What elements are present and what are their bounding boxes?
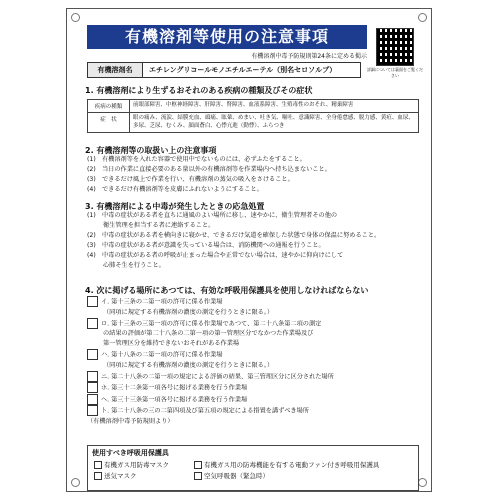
list-item bbox=[87, 349, 417, 361]
table-value: 眼の痛み、流涙、結膜充血、頭痛、眩暈、めまい、吐き気、嘔吐、意識障害、全身倦怠感、脱力感、黄疸、血尿、多尿、乏尿、むくみ、顔面蒼白、心悸亢進（動悸）、ふらつき bbox=[133, 115, 414, 129]
list-item-text: ニ. 第二十八条の二第一項の規定による評価の結果、第三管理区分に区分された場所 bbox=[101, 373, 334, 380]
list-item: （同項に規定する有機溶剤の濃度の測定を行うときに限る。） bbox=[103, 361, 274, 369]
checkbox[interactable] bbox=[194, 472, 202, 480]
list-item: 衛生管理を担当する者に連絡すること。 bbox=[103, 222, 215, 229]
option-label: 有機ガス用防毒マスク bbox=[104, 461, 169, 469]
section-2-heading: 2. 有機溶剤等の取扱い上の注意事項 bbox=[85, 146, 217, 155]
notice-board bbox=[66, 8, 432, 492]
list-item: の結果の評価が第二十八条の二第一項の第一管理区分でなかつた作業場及び bbox=[103, 330, 314, 337]
list-item-text: ロ. 第十三条の三第一項の許可に係る作業場であつて、第二十八条第二項の測定 bbox=[101, 320, 322, 327]
table-key: 症 状 bbox=[88, 113, 130, 132]
section-2-list bbox=[87, 155, 417, 195]
section-1-heading: 1. 有機溶剤により生ずるおそれのある疾病の種類及びその症状 bbox=[85, 86, 313, 95]
qr-caption: 詳細については裏面をご覧ください bbox=[367, 67, 423, 78]
checkbox[interactable] bbox=[87, 318, 98, 329]
mount-hole bbox=[418, 478, 427, 487]
list-item-text: ヘ. 第三十三条第一項各号に掲げる業務を行う作業場 bbox=[101, 396, 248, 403]
list-item: （同項に規定する有機溶剤の濃度の測定を行うときに限る。） bbox=[103, 308, 274, 316]
protect-heading: 使用すべき呼吸用保護具 bbox=[92, 449, 169, 457]
qr-code-icon[interactable] bbox=[376, 28, 414, 66]
checkbox[interactable] bbox=[87, 382, 98, 393]
list-item: (1) 有機溶剤等を入れた容器で使用中でないものには、必ずふたをすること。 bbox=[87, 156, 306, 163]
list-item-text: ホ. 第三十二条第一項各号に掲げる業務を行う作業場 bbox=[101, 384, 248, 392]
list-item bbox=[87, 371, 417, 383]
list-item: (1) 中毒の症状がある者を直ちに通風のよい場所に移し、速やかに、衛生管理者その他の bbox=[87, 212, 338, 219]
list-item bbox=[87, 405, 417, 417]
table-row bbox=[88, 113, 418, 132]
mount-hole bbox=[71, 478, 80, 487]
list-item: (4) 中毒の症状がある者の呼吸が止まった場合や正常でない場合は、速やかに仰向けにして bbox=[87, 252, 344, 259]
list-item-text: ト. 第二十八条の三の二第四項及び第五項の規定による措置を講ずべき場所 bbox=[101, 407, 309, 415]
table-row bbox=[88, 100, 418, 113]
checkbox[interactable] bbox=[87, 349, 98, 360]
list-item-text: イ. 第十三条の二第一項の許可に係る作業場 bbox=[101, 298, 223, 306]
subtitle: 有機溶剤中毒予防規則第24条に定める掲示 bbox=[251, 53, 367, 60]
protect-options bbox=[88, 460, 418, 480]
protect-option[interactable] bbox=[94, 471, 194, 480]
section-4-list bbox=[87, 296, 417, 427]
checkbox[interactable] bbox=[87, 296, 98, 307]
section-3-heading: 3. 有機溶剤による中毒が発生したときの応急処置 bbox=[85, 202, 265, 211]
section-3-list bbox=[87, 211, 417, 271]
solvent-name-row bbox=[87, 62, 361, 78]
list-item-text: ハ. 第十八条の二第一項の許可に係る作業場 bbox=[101, 351, 223, 359]
list-item: (2) 中毒の症状がある者を横向きに寝かせ、できるだけ気道を確保した状態で身体の保温に努めること。 bbox=[87, 232, 381, 239]
list-item bbox=[87, 296, 417, 308]
option-label: 送気マスク bbox=[104, 472, 137, 480]
checkbox[interactable] bbox=[87, 405, 98, 416]
protective-equipment-box bbox=[87, 445, 419, 491]
protect-option[interactable] bbox=[194, 471, 414, 480]
list-item: （有機溶剤中毒予防規則より） bbox=[87, 417, 174, 425]
solvent-name-value: エチレングリコールモノエチルエーテル（別名セロソルブ） bbox=[149, 66, 337, 74]
checkbox[interactable] bbox=[87, 394, 98, 405]
section-4-heading: 4. 次に掲げる場所にあつては、有効な呼吸用保護具を使用しなければならない bbox=[85, 286, 369, 295]
list-item: (3) 中毒の症状がある者が意識を失っている場合は、消防機関への通報を行うこと。 bbox=[87, 242, 325, 249]
list-item bbox=[87, 318, 417, 330]
list-item bbox=[87, 382, 417, 394]
mount-hole bbox=[71, 13, 80, 22]
protect-option[interactable] bbox=[94, 460, 194, 469]
checkbox[interactable] bbox=[194, 461, 202, 469]
list-item: 心肺そ生を行うこと。 bbox=[103, 262, 165, 269]
checkbox[interactable] bbox=[87, 371, 98, 382]
list-item: 第一管理区分を維持できないおそれがある作業場 bbox=[103, 340, 240, 347]
mount-hole bbox=[418, 13, 427, 22]
page-title: 有機溶剤等使用の注意事項 bbox=[87, 25, 367, 49]
list-item: (4) できるだけ有機溶剤等を皮膚にふれないようにすること。 bbox=[87, 186, 263, 193]
solvent-name-label: 有機溶剤名 bbox=[88, 63, 143, 77]
protect-option[interactable] bbox=[194, 460, 414, 469]
table-key: 疾病の種類 bbox=[88, 100, 130, 112]
list-item: (3) できるだけ風上で作業を行い、有機溶剤の蒸気の吸入をさけること。 bbox=[87, 176, 294, 183]
table-value: 前眼部障害、中枢神経障害、肝障害、腎障害、血液系障害、生殖毒性のおそれ、精巣障害 bbox=[133, 102, 354, 108]
list-item: (2) 当日の作業に直接必要のある量以外の有機溶剤等を作業場内へ持ち込まないこと。 bbox=[87, 166, 331, 173]
option-label: 有機ガス用の防毒機能を有する電動ファン付き呼吸用保護具 bbox=[204, 461, 380, 469]
option-label: 空気呼吸器（緊急時） bbox=[204, 472, 269, 480]
checkbox[interactable] bbox=[94, 472, 102, 480]
disease-table bbox=[87, 99, 419, 133]
checkbox[interactable] bbox=[94, 461, 102, 469]
list-item bbox=[87, 394, 417, 406]
